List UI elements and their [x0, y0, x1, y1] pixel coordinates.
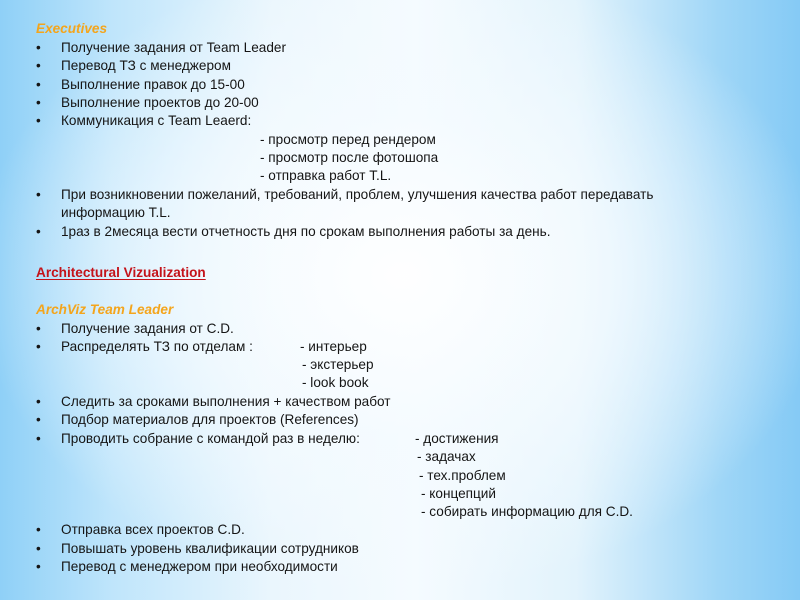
sub-item: - просмотр после фотошопа — [260, 150, 439, 165]
list-item-continuation: информацию T.L. — [61, 205, 171, 220]
bullet-icon: • — [36, 187, 41, 202]
bullet-icon: • — [36, 559, 41, 574]
section-heading: Architectural Vizualization — [36, 265, 206, 280]
bullet-icon: • — [36, 58, 41, 73]
bullet-icon: • — [36, 522, 41, 537]
sub-item: - просмотр перед рендером — [260, 132, 436, 147]
sub-item: - тех.проблем — [419, 468, 506, 483]
sub-item: - отправка работ T.L. — [260, 168, 392, 183]
bullet-icon: • — [36, 431, 41, 446]
list-item: • Перевод с менеджером при необходимости — [36, 559, 338, 574]
list-item: • Проводить собрание с командой раз в неделю: — [36, 431, 360, 446]
sub-item: - экстерьер — [302, 357, 374, 372]
list-item: • Получение задания от C.D. — [36, 321, 234, 336]
sub-item: - задачах — [417, 449, 476, 464]
bullet-icon: • — [36, 412, 41, 427]
list-item: • Перевод ТЗ с менеджером — [36, 58, 231, 73]
sub-item: - look book — [302, 375, 369, 390]
bullet-icon: • — [36, 394, 41, 409]
sub-item: - собирать информацию для C.D. — [421, 504, 633, 519]
list-item: • Следить за сроками выполнения + качеством работ — [36, 394, 391, 409]
sub-item: - интерьер — [300, 339, 367, 354]
list-item: • Выполнение проектов до 20-00 — [36, 95, 259, 110]
list-item: • Получение задания от Team Leader — [36, 40, 286, 55]
bullet-icon: • — [36, 224, 41, 239]
sub-item: - достижения — [415, 431, 499, 446]
bullet-icon: • — [36, 541, 41, 556]
bullet-icon: • — [36, 113, 41, 128]
list-item: • Повышать уровень квалификации сотрудников — [36, 541, 359, 556]
bullet-icon: • — [36, 77, 41, 92]
executives-heading: Executives — [36, 21, 108, 36]
list-item: • Отправка всех проектов C.D. — [36, 522, 245, 537]
sub-item: - концепций — [421, 486, 496, 501]
list-item: • Выполнение правок до 15-00 — [36, 77, 245, 92]
bullet-icon: • — [36, 40, 41, 55]
list-item: • 1раз в 2месяца вести отчетность дня по срокам выполнения работы за день. — [36, 224, 551, 239]
archviz-team-leader-heading: ArchViz Team Leader — [36, 302, 174, 317]
list-item: • Подбор материалов для проектов (References) — [36, 412, 359, 427]
list-item: • Коммуникация с Team Leaerd: — [36, 113, 252, 128]
bullet-icon: • — [36, 339, 41, 354]
list-item: • Распределять ТЗ по отделам : — [36, 339, 253, 354]
bullet-icon: • — [36, 95, 41, 110]
list-item: • При возникновении пожеланий, требований, проблем, улучшения качества работ передавать — [36, 187, 654, 202]
bullet-icon: • — [36, 321, 41, 336]
